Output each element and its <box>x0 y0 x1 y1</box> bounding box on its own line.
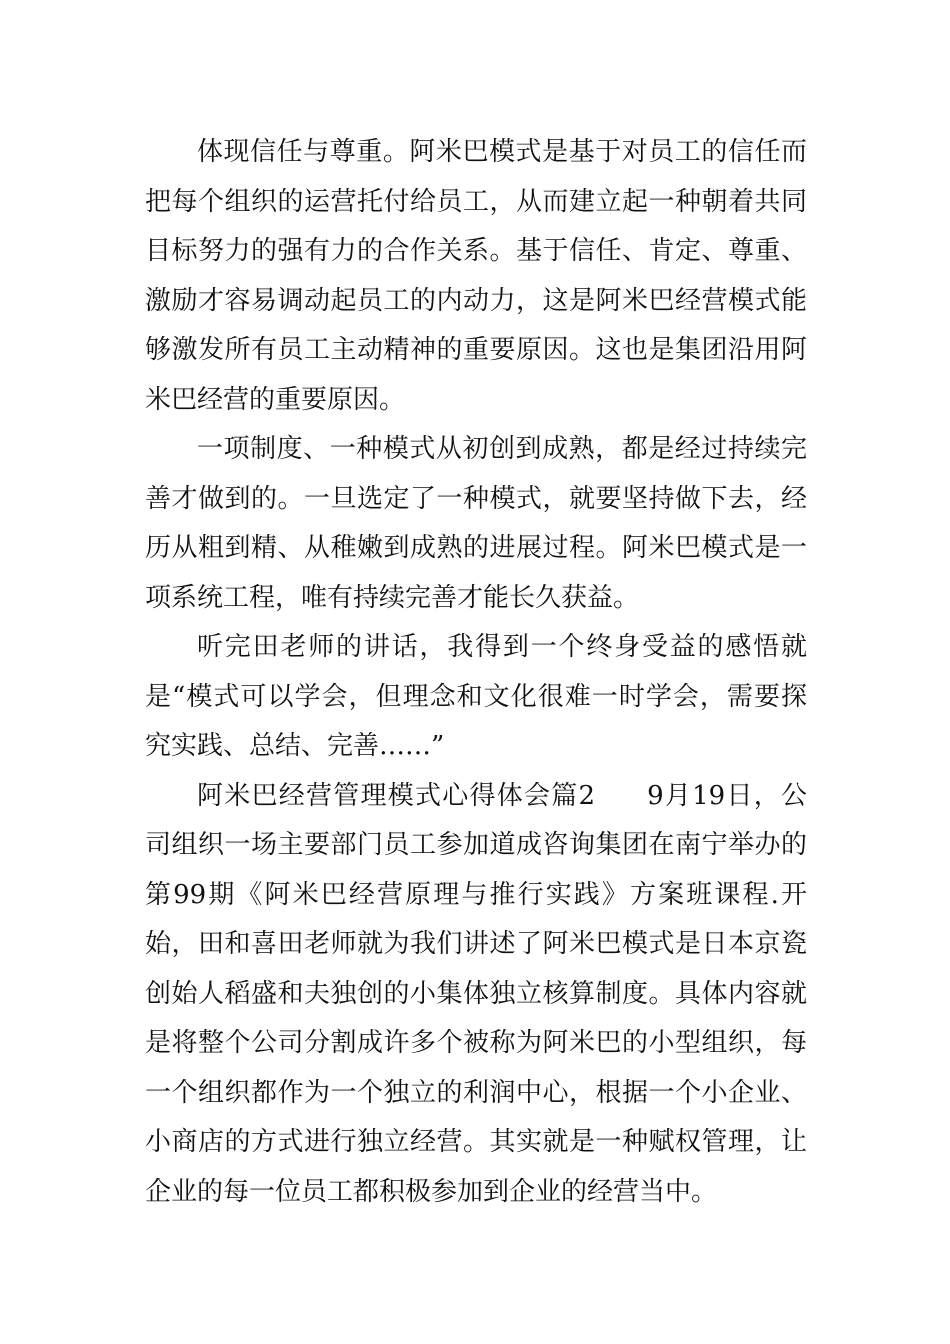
article-heading: 阿米巴经营管理模式心得体会篇2 <box>197 780 596 811</box>
paragraph-lecture-insight: 听完田老师的讲话，我得到一个终身受益的感悟就是“模式可以学会，但理念和文化很难一时学会，需要探究实践、总结、完善……” <box>145 632 807 761</box>
paragraph-article-2 <box>145 772 807 1218</box>
paragraph-continuous-improvement: 一项制度、一种模式从初创到成熟，都是经过持续完善才做到的。一旦选定了一种模式，就要坚持做下去，经历从粗到精、从稚嫩到成熟的进展过程。阿米巴模式是一项系统工程，唯有持续完善才能长久获益。 <box>145 434 807 613</box>
paragraph-trust-respect: 体现信任与尊重。阿米巴模式是基于对员工的信任而把每个组织的运营托付给员工，从而建立起一种朝着共同目标努力的强有力的合作关系。基于信任、肯定、尊重、激励才容易调动起员工的内动力，这是阿米巴经营模式能够激发所有员工主动精神的重要原因。这也是集团沿用阿米巴经营的重要原因。 <box>145 137 807 415</box>
article-body: 9月19日，公司组织一场主要部门员工参加道成咨询集团在南宁举办的第99期《阿米巴经营原理与推行实践》方案班课程.开始，田和喜田老师就为我们讲述了阿米巴模式是日本京瓷创始人稻盛和夫独创的小集体独立核算制度。具体内容就是将整个公司分割成许多个被称为阿米巴的小型组织，每一个组织都作为一个独立的利润中心，根据一个小企业、小商店的方式进行独立经营。其实就是一种赋权管理，让企业的每一位员工都积极参加到企业的经营当中。 <box>145 780 807 1207</box>
document-body <box>145 128 807 1217</box>
